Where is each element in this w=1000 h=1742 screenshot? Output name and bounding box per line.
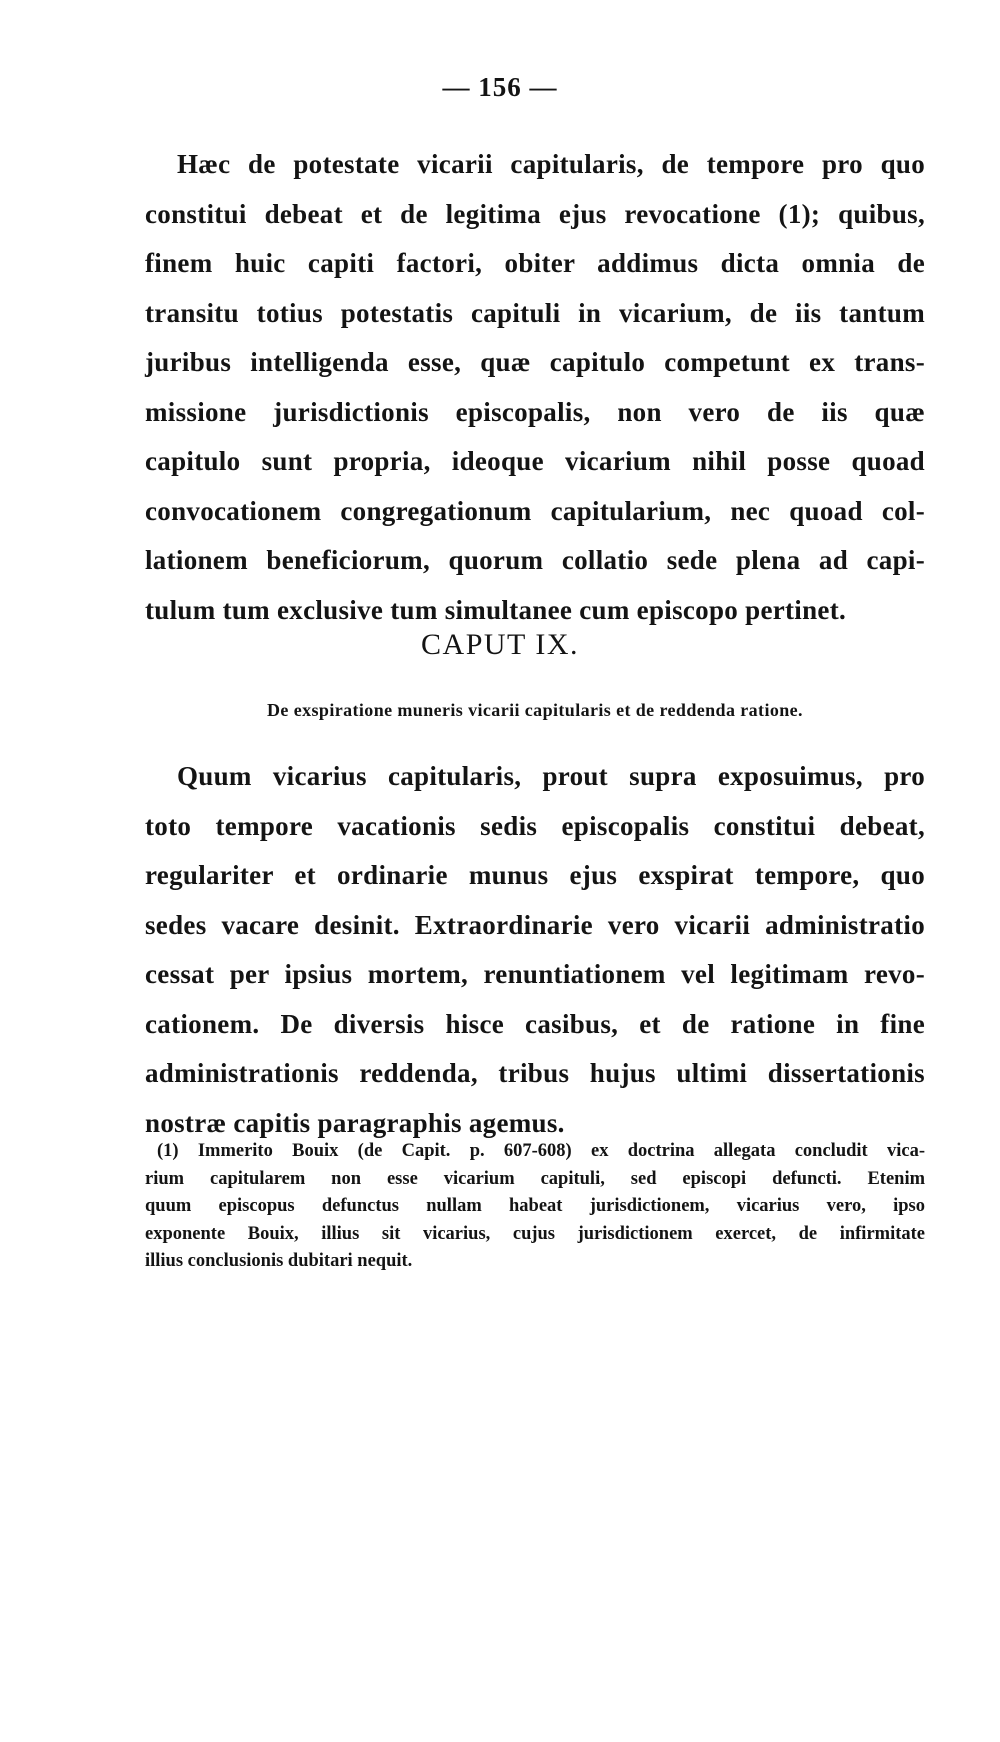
text-line: cationem. De diversis hisce casibus, et de ratione in fine — [145, 1008, 925, 1039]
paragraph-1 — [145, 140, 925, 635]
footnote-line: (1) Immerito Bouix (de Capit. p. 607-608) ex doctrina allegata concludit vica- — [157, 1141, 925, 1161]
footnote-line: exponente Bouix, illius sit vicarius, cujus jurisdictionem exercet, de infirmitate — [145, 1223, 925, 1244]
text-line: lationem beneficiorum, quorum collatio sede plena ad capi- — [145, 545, 925, 575]
text-line: cessat per ipsius mortem, renuntiationem vel legitimam revo- — [145, 959, 925, 989]
text-line: toto tempore vacationis sedis episcopalis constitui debeat, — [145, 810, 925, 841]
text-line: constitui debeat et de legitima ejus revocatione (1); quibus, — [145, 198, 925, 229]
footnote-line: rium capitularem non esse vicarium capituli, sed episcopi defuncti. Etenim — [145, 1168, 925, 1189]
text-line: regulariter et ordinarie munus ejus exspirat tempore, quo — [145, 860, 925, 890]
text-line: sedes vacare desinit. Extraordinarie vero vicarii administratio — [145, 909, 925, 940]
text-line: juribus intelligenda esse, quæ capitulo competunt ex trans- — [145, 347, 925, 377]
chapter-title: CAPUT IX. — [421, 628, 579, 661]
text-line: transitu totius potestatis capituli in vicarium, de iis tantum — [145, 297, 925, 328]
text-line: Quum vicarius capitularis, prout supra exposuimus, pro — [177, 761, 925, 791]
text-line: capitulo sunt propria, ideoque vicarium nihil posse quoad — [145, 446, 925, 476]
footnote-line: illius conclusionis dubitari nequit. — [145, 1251, 413, 1271]
text-line: nostræ capitis paragraphis agemus. — [145, 1107, 565, 1138]
text-line: tulum tum exclusive tum simultanee cum episcopo pertinet. — [145, 594, 847, 625]
text-line: Hæc de potestate vicarii capitularis, de tempore pro quo — [177, 149, 925, 179]
footnote — [145, 1138, 925, 1276]
page-number: — 156 — — [442, 72, 558, 102]
text-line: finem huic capiti factori, obiter addimus dicta omnia de — [145, 248, 925, 278]
text-line: convocationem congregationum capitularium, nec quoad col- — [145, 495, 925, 526]
footnote-line: quum episcopus defunctus nullam habeat jurisdictionem, vicarius vero, ipso — [145, 1196, 925, 1216]
text-line: administrationis reddenda, tribus hujus ultimi dissertationis — [145, 1058, 925, 1088]
paragraph-2 — [145, 752, 925, 1148]
chapter-subtitle: De exspiratione muneris vicarii capitularis et de reddenda ratione. — [267, 700, 803, 720]
text-line: missione jurisdictionis episcopalis, non vero de iis quæ — [145, 396, 925, 427]
